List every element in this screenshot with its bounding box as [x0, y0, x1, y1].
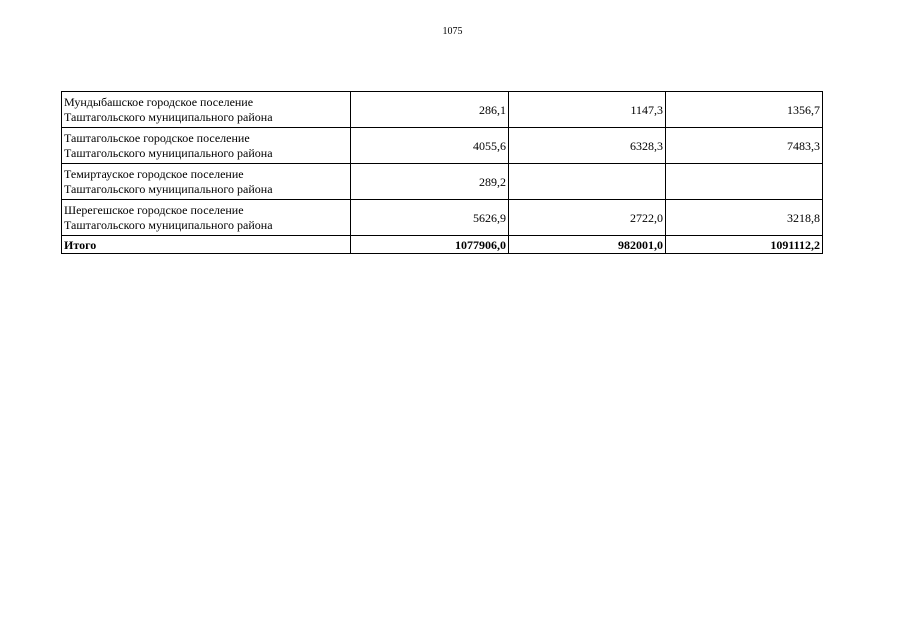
page-number: 1075	[442, 26, 463, 37]
settlement-name-cell	[62, 92, 351, 128]
value-cell-1: 289,2	[351, 164, 509, 200]
value-cell-3: 3218,8	[666, 200, 823, 236]
settlement-name: Темиртауское городское поселение	[64, 167, 244, 181]
settlement-name-cell	[62, 128, 351, 164]
value-cell-1: 5626,9	[351, 200, 509, 236]
value-cell-3	[666, 164, 823, 200]
total-value-3: 1091112,2	[666, 236, 823, 254]
settlement-name-cell	[62, 164, 351, 200]
table-row	[62, 128, 823, 164]
value-cell-1: 286,1	[351, 92, 509, 128]
table-row	[62, 164, 823, 200]
district-name: Таштагольского муниципального района	[64, 182, 273, 196]
district-name: Таштагольского муниципального района	[64, 110, 273, 124]
budget-table	[61, 91, 823, 254]
value-cell-3: 1356,7	[666, 92, 823, 128]
value-cell-1: 4055,6	[351, 128, 509, 164]
settlement-name: Мундыбашское городское поселение	[64, 95, 254, 109]
total-value-1: 1077906,0	[351, 236, 509, 254]
settlement-name: Таштагольское городское поселение	[64, 131, 250, 145]
table-row	[62, 200, 823, 236]
total-label: Итого	[62, 236, 351, 254]
table-row	[62, 92, 823, 128]
settlement-name-cell	[62, 200, 351, 236]
value-cell-2: 2722,0	[509, 200, 666, 236]
value-cell-3: 7483,3	[666, 128, 823, 164]
total-value-2: 982001,0	[509, 236, 666, 254]
value-cell-2: 1147,3	[509, 92, 666, 128]
value-cell-2	[509, 164, 666, 200]
district-name: Таштагольского муниципального района	[64, 218, 273, 232]
total-row	[62, 236, 823, 254]
settlement-name: Шерегешское городское поселение	[64, 203, 244, 217]
district-name: Таштагольского муниципального района	[64, 146, 273, 160]
value-cell-2: 6328,3	[509, 128, 666, 164]
